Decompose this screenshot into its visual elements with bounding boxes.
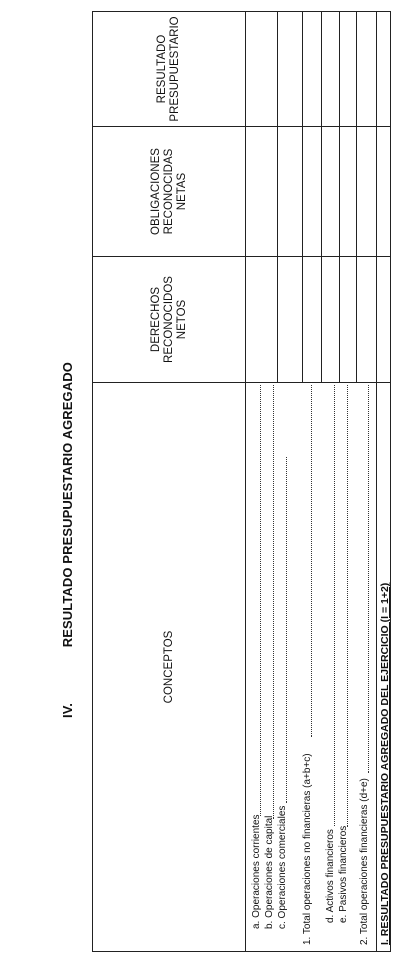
table-row [301,12,314,951]
leader-dots [305,385,312,737]
leader-dots [267,385,274,819]
row-label: c. Operaciones comerciales [277,805,288,929]
header-obligaciones-line3: NETAS [175,172,188,211]
total-row [379,12,392,951]
table-row [324,12,337,951]
header-conceptos [93,383,245,951]
row-label: 1. Total operaciones no financieras (a+b+c) [302,753,313,945]
header-derechos-line1: DERECHOS [149,286,162,353]
concept-cell [379,383,392,951]
header-obligaciones [93,127,245,257]
header-derechos [93,257,245,383]
row-label: b. Operaciones de capital [264,815,275,929]
header-obligaciones-line2: RECONOCIDAS [162,148,175,235]
table-row [337,12,350,951]
total-row-label: I. RESULTADO PRESUPUESTARIO AGREGADO DEL EJERCICIO (I = 1+2) [379,582,391,945]
section-heading [60,362,75,718]
header-resultado-line1: RESULTADO [156,34,168,104]
concept-cell [263,383,276,951]
concept-cell [250,383,263,951]
table-row [263,12,276,951]
header-resultado-line2: PRESUPUESTARIO [169,16,181,122]
budget-result-table [92,11,391,952]
section-number: IV. [60,702,75,718]
row-label: e. Pasivos financieros [338,825,349,923]
page-title: RESULTADO PRESUPUESTARIO AGREGADO [60,362,75,648]
concept-cell [324,383,337,951]
row-label: a. Operaciones corrientes [251,814,262,929]
concept-cell [301,383,314,951]
header-obligaciones-line1: OBLIGACIONES [149,148,162,235]
header-conceptos-label: CONCEPTOS [162,630,175,704]
concept-cell [276,383,289,951]
row-label: 2. Total operaciones financieras (d+e) [359,778,370,945]
leader-dots [328,385,335,826]
header-derechos-line2: RECONOCIDOS [162,276,175,363]
leader-dots [362,385,369,773]
row-label: d. Activos financieros [325,829,336,923]
table-row [250,12,263,951]
leader-dots [341,385,348,827]
header-resultado [93,12,245,127]
header-derechos-line3: NETOS [175,299,188,340]
table-row [276,12,289,951]
leader-dots [280,457,287,803]
concept-cell [358,383,371,951]
leader-dots [254,385,261,816]
concept-cell [337,383,350,951]
table-row [358,12,371,951]
table-body [245,12,390,951]
